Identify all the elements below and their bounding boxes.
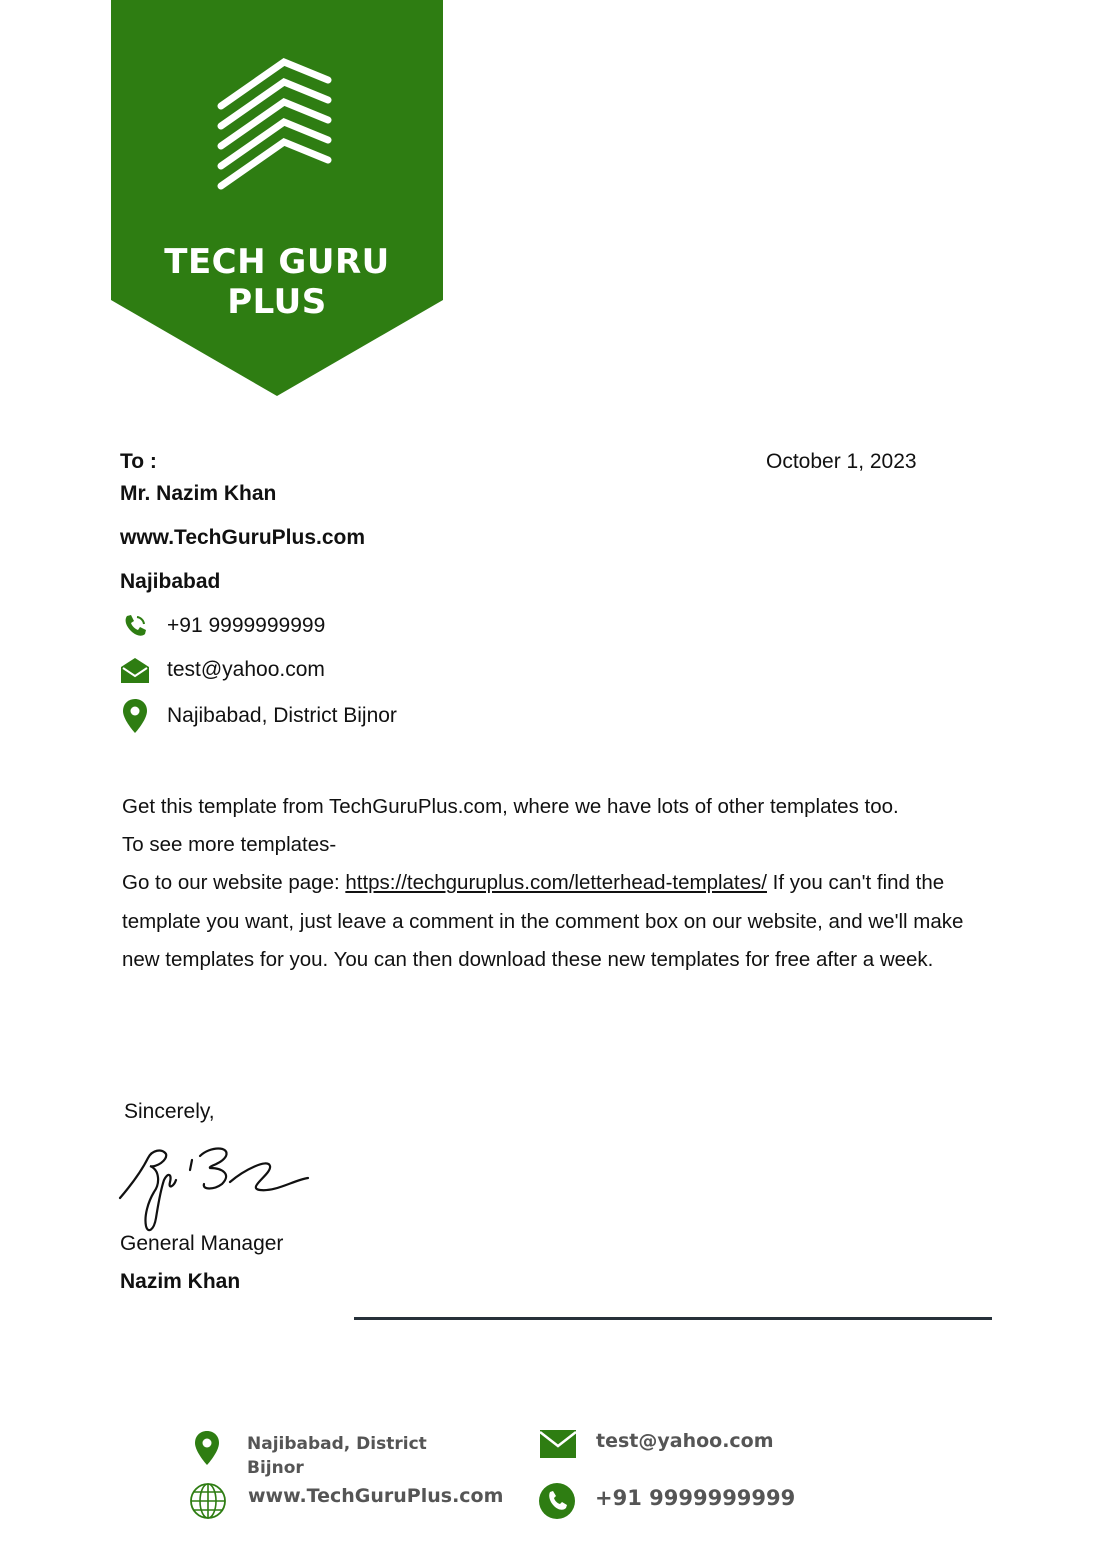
header-banner bbox=[111, 0, 443, 396]
body-paragraph bbox=[122, 864, 982, 979]
recipient-phone-row bbox=[120, 609, 326, 643]
recipient-city: Najibabad bbox=[120, 570, 221, 593]
closing-sincerely: Sincerely, bbox=[124, 1100, 215, 1123]
recipient-email-row bbox=[120, 653, 325, 687]
phone-icon bbox=[120, 609, 150, 643]
footer-address-line-1: Najibabad, District bbox=[247, 1434, 427, 1454]
footer-envelope-icon bbox=[539, 1429, 577, 1464]
recipient-email: test@yahoo.com bbox=[167, 658, 325, 681]
footer-divider bbox=[354, 1317, 992, 1320]
body-line-1: Get this template from TechGuruPlus.com, where we have lots of other templates too. bbox=[122, 795, 899, 818]
banner-shape bbox=[111, 0, 443, 396]
company-name: TECH GURU PLUS bbox=[164, 242, 390, 322]
body-prefix: Go to our website page: bbox=[122, 871, 346, 895]
globe-icon bbox=[188, 1481, 228, 1526]
footer-address-line-2: Bijnor bbox=[247, 1458, 304, 1478]
footer-location-pin-icon bbox=[194, 1430, 220, 1471]
recipient-website: www.TechGuruPlus.com bbox=[120, 526, 366, 549]
signer-title: General Manager bbox=[120, 1232, 284, 1255]
to-label: To : bbox=[120, 450, 157, 473]
recipient-address-row bbox=[120, 699, 397, 733]
recipient-name: Mr. Nazim Khan bbox=[120, 482, 277, 505]
footer-phone-icon bbox=[538, 1482, 576, 1525]
signature-image bbox=[118, 1140, 318, 1240]
letter-body bbox=[122, 788, 982, 979]
signer-name: Nazim Khan bbox=[120, 1270, 241, 1293]
body-suffix: If you can't find the template you want, just leave a comment in the comment box on our website, and we'll make new templates for you. You can then download these new templates for free after a week. bbox=[122, 871, 964, 971]
body-line-2: To see more templates- bbox=[122, 833, 337, 857]
recipient-address: Najibabad, District Bijnor bbox=[167, 704, 397, 727]
footer-email: test@yahoo.com bbox=[596, 1430, 774, 1452]
footer-website: www.TechGuruPlus.com bbox=[248, 1485, 504, 1507]
templates-link[interactable]: https://techguruplus.com/letterhead-templates/ bbox=[345, 871, 767, 895]
letter-date: October 1, 2023 bbox=[766, 450, 917, 473]
envelope-open-icon bbox=[120, 653, 150, 687]
footer-phone: +91 9999999999 bbox=[595, 1486, 796, 1510]
location-pin-icon bbox=[120, 699, 150, 733]
recipient-phone: +91 9999999999 bbox=[167, 614, 326, 637]
